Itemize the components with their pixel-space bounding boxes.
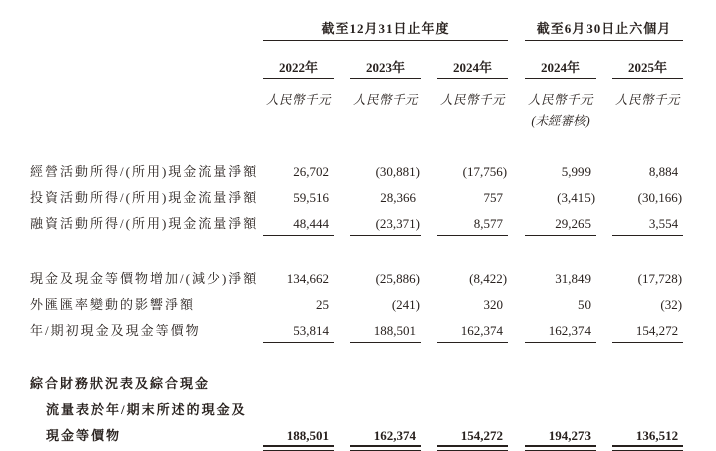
- unaudited-note-row: [30, 108, 683, 129]
- year-header-2024: 2024年: [437, 41, 508, 79]
- row-label: 外匯匯率變動的影響淨額: [30, 296, 196, 312]
- cell-value: 48,444: [263, 205, 334, 236]
- cell-value: (241): [391, 296, 420, 312]
- row-label: 年/期初現金及現金等價物: [30, 323, 201, 339]
- cell-value: 320: [483, 296, 504, 312]
- cell-value: 188,501: [350, 312, 421, 343]
- year-header-2024-interim: 2024年: [525, 41, 596, 79]
- table-row-operating: [30, 153, 683, 179]
- double-underline: [350, 445, 421, 451]
- table-row-investing: [30, 179, 683, 205]
- empty-cell: [30, 41, 263, 79]
- total-value: 154,272: [460, 427, 504, 443]
- table-row-net-increase: [30, 260, 683, 286]
- row-label: 投資活動所得/(所用)現金流量淨額: [30, 189, 259, 205]
- row-label: 融資活動所得/(所用)現金流量淨額: [30, 216, 259, 232]
- gap-cell: [421, 108, 437, 129]
- gap-cell: [508, 79, 525, 109]
- column-group-interim: 截至6月30日止六個月: [525, 6, 683, 41]
- column-group-header-row: [30, 6, 683, 41]
- double-underline: [612, 445, 683, 451]
- total-row-label-line2: [30, 391, 683, 417]
- row-label: 現金及現金等價物增加/(減少)淨額: [30, 270, 259, 286]
- cell-value: 29,265: [525, 205, 596, 236]
- gap-cell: [334, 108, 350, 129]
- year-header-row: [30, 41, 683, 79]
- empty-cell: [30, 79, 263, 109]
- total-label-line1: 綜合財務狀況表及綜合現金: [30, 375, 211, 391]
- cell-value: (3,415): [557, 189, 596, 205]
- cell-value: (8,422): [469, 270, 508, 286]
- cell-value: 162,374: [525, 312, 596, 343]
- cell-value: 8,577: [437, 205, 508, 236]
- double-underline: [437, 445, 508, 451]
- unaudited-note: (未經審核): [531, 114, 590, 129]
- currency-unit-label: 人民幣千元: [528, 93, 594, 108]
- cell-value: (30,881): [375, 163, 420, 179]
- gap-cell: [596, 79, 612, 109]
- currency-unit-label: 人民幣千元: [352, 93, 418, 108]
- gap-cell: [508, 6, 525, 41]
- double-underline: [263, 445, 334, 451]
- cell-value: (17,728): [637, 270, 683, 286]
- currency-unit-row: [30, 79, 683, 109]
- gap-cell: [508, 108, 525, 129]
- total-value: 188,501: [286, 427, 329, 443]
- spacer-row: [30, 129, 683, 153]
- financial-statement-page: [0, 6, 716, 451]
- year-header-2025-interim: 2025年: [612, 41, 683, 79]
- cell-value: 25: [316, 296, 329, 312]
- total-row-label-line1: [30, 365, 683, 391]
- empty-cell: [437, 108, 508, 129]
- empty-cell: [263, 108, 334, 129]
- gap-cell: [508, 41, 525, 79]
- cash-flow-summary-table: [30, 6, 683, 451]
- currency-unit-label: 人民幣千元: [440, 93, 506, 108]
- total-row-values: [30, 417, 683, 443]
- cell-value: 50: [578, 296, 592, 312]
- cell-value: 26,702: [293, 163, 329, 179]
- cell-value: 5,999: [561, 163, 592, 179]
- empty-cell: [263, 391, 683, 417]
- empty-cell: [263, 365, 683, 391]
- spacer-row: [30, 236, 683, 261]
- cell-value: 162,374: [437, 312, 508, 343]
- total-label-line3: 現金等價物: [46, 427, 122, 443]
- total-value: 136,512: [635, 427, 679, 443]
- year-header-2023: 2023年: [350, 41, 421, 79]
- empty-cell: [612, 108, 683, 129]
- cell-value: 59,516: [293, 189, 329, 205]
- cell-value: (23,371): [350, 205, 421, 236]
- gap-cell: [596, 41, 612, 79]
- cell-value: 53,814: [263, 312, 334, 343]
- cell-value: 757: [483, 189, 504, 205]
- cell-value: (30,166): [637, 189, 683, 205]
- gap-cell: [334, 41, 350, 79]
- gap-cell: [596, 108, 612, 129]
- cell-value: 28,366: [380, 189, 416, 205]
- double-underline: [525, 445, 596, 451]
- empty-cell: [30, 6, 263, 41]
- double-rule-row: [30, 443, 683, 451]
- cell-value: 134,662: [286, 270, 329, 286]
- currency-unit-label: 人民幣千元: [265, 93, 331, 108]
- column-group-annual: 截至12月31日止年度: [263, 6, 508, 41]
- empty-cell: [30, 108, 263, 129]
- total-value: 162,374: [373, 427, 416, 443]
- cell-value: (32): [660, 296, 683, 312]
- cell-value: 31,849: [555, 270, 592, 286]
- gap-cell: [421, 41, 437, 79]
- spacer-row: [30, 343, 683, 366]
- table-row-fx-effect: [30, 286, 683, 312]
- row-label: 經營活動所得/(所用)現金流量淨額: [30, 163, 259, 179]
- total-label-line2: 流量表於年/期末所述的現金及: [46, 401, 247, 417]
- cell-value: 8,884: [648, 163, 679, 179]
- gap-cell: [421, 79, 437, 109]
- cell-value: (25,886): [375, 270, 420, 286]
- table-row-beginning-cash: [30, 312, 683, 343]
- year-header-2022: 2022年: [263, 41, 334, 79]
- total-value: 194,273: [548, 427, 592, 443]
- empty-cell: [350, 108, 421, 129]
- currency-unit-label: 人民幣千元: [615, 93, 681, 108]
- cell-value: 3,554: [612, 205, 683, 236]
- table-row-financing: [30, 205, 683, 236]
- cell-value: (17,756): [462, 163, 508, 179]
- cell-value: 154,272: [612, 312, 683, 343]
- gap-cell: [334, 79, 350, 109]
